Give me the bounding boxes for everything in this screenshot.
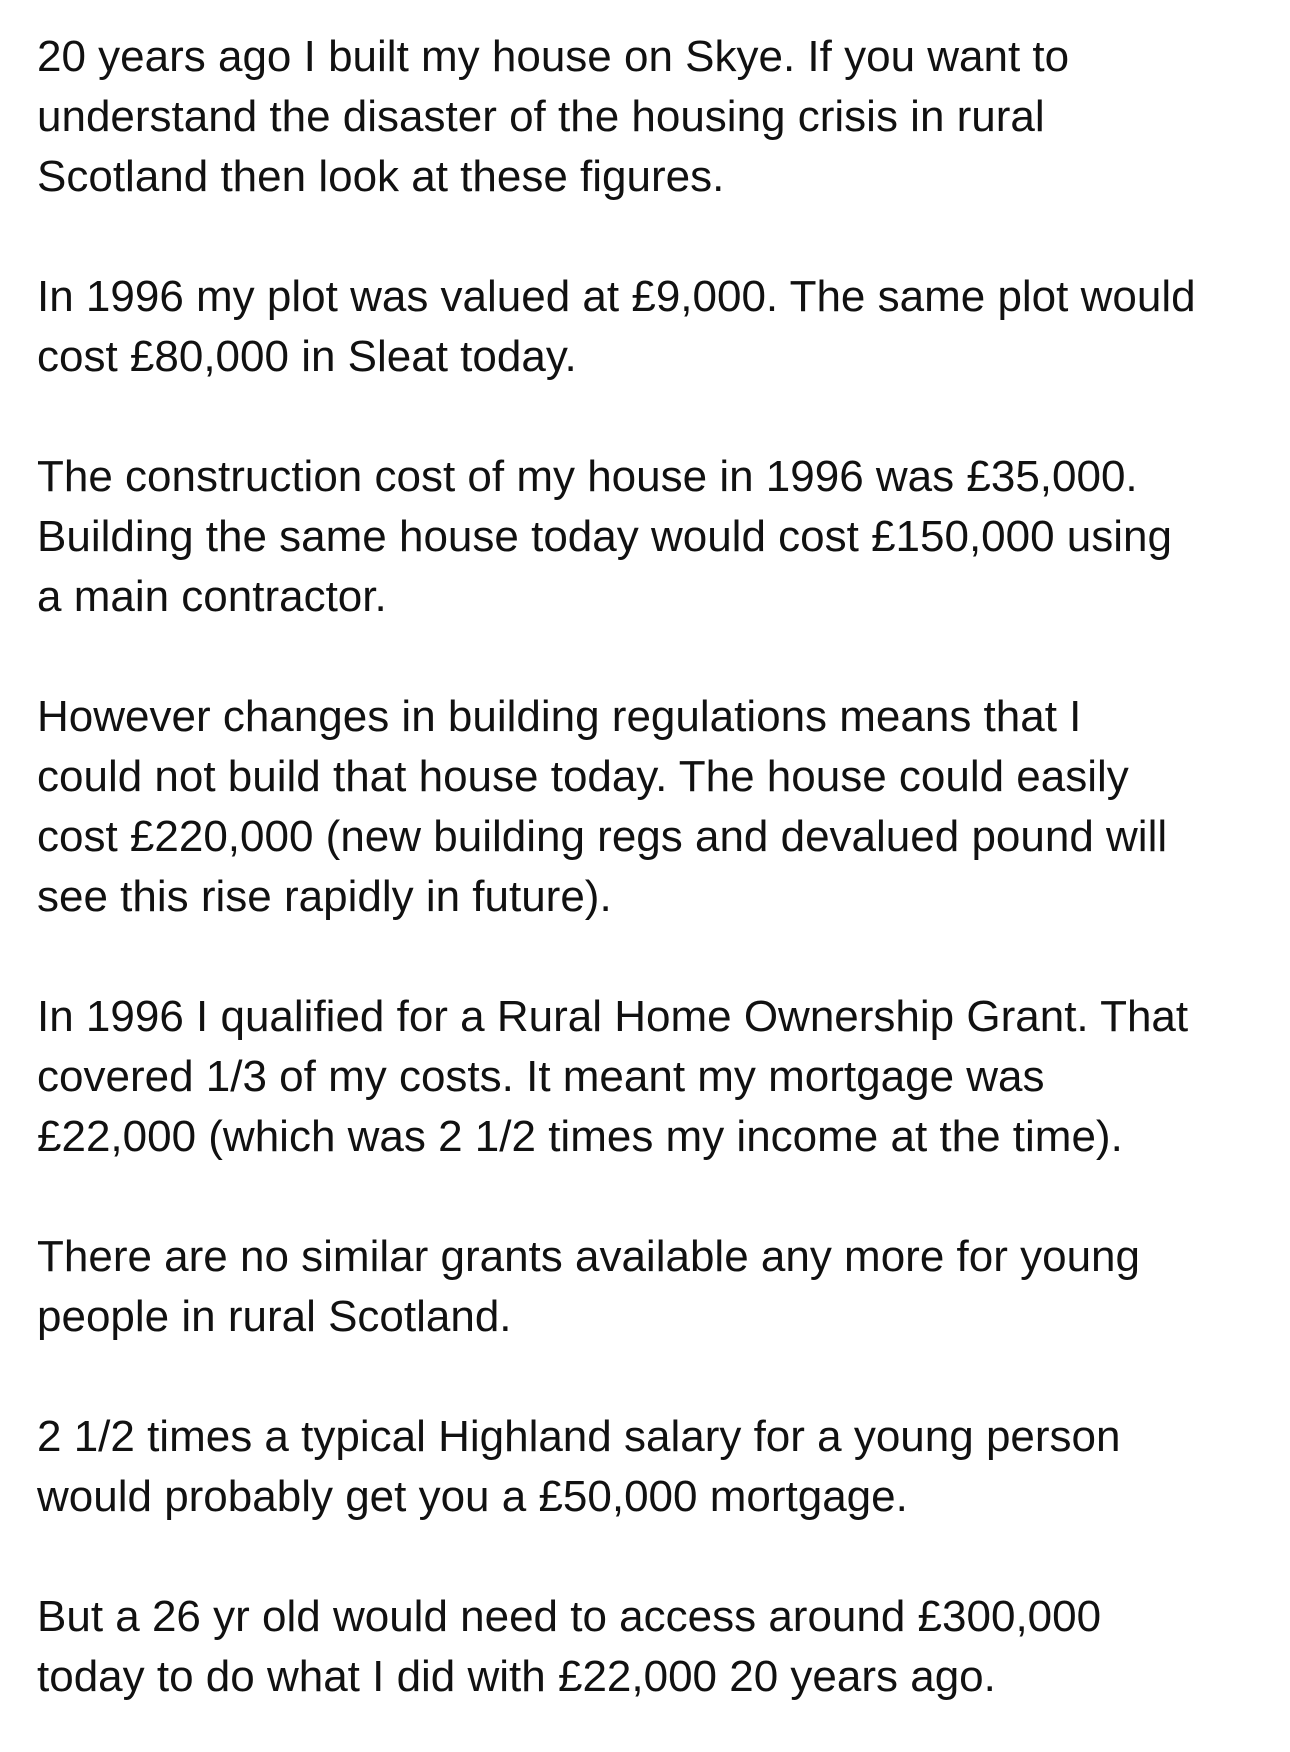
post-paragraph-construction-cost: The construction cost of my house in 1996 was £35,000. Building the same house today would cost £150,000 using a main contractor.	[37, 452, 1172, 621]
post-paragraph-intro: 20 years ago I built my house on Skye. If you want to understand the disaster of the housing crisis in rural Scotland then look at these figures.	[37, 32, 1070, 201]
post-paragraph-salary: 2 1/2 times a typical Highland salary for a young person would probably get you a £50,000 mortgage.	[37, 1412, 1121, 1521]
post-paragraph-building-regulations: However changes in building regulations means that I could not build that house today. The house could easily cost £220,000 (new building regs and devalued pound will see this rise rapidly in future).	[37, 692, 1168, 921]
post-paragraph-plot-value: In 1996 my plot was valued at £9,000. The same plot would cost £80,000 in Sleat today.	[37, 272, 1196, 381]
post-paragraph-conclusion: But a 26 yr old would need to access around £300,000 today to do what I did with £22,000 20 years ago.	[37, 1592, 1102, 1701]
post-paragraph-no-grants: There are no similar grants available any more for young people in rural Scotland.	[37, 1232, 1140, 1341]
post-body	[37, 27, 1257, 1707]
post-paragraph-grant: In 1996 I qualified for a Rural Home Ownership Grant. That covered 1/3 of my costs. It meant my mortgage was £22,000 (which was 2 1/2 times my income at the time).	[37, 992, 1189, 1161]
